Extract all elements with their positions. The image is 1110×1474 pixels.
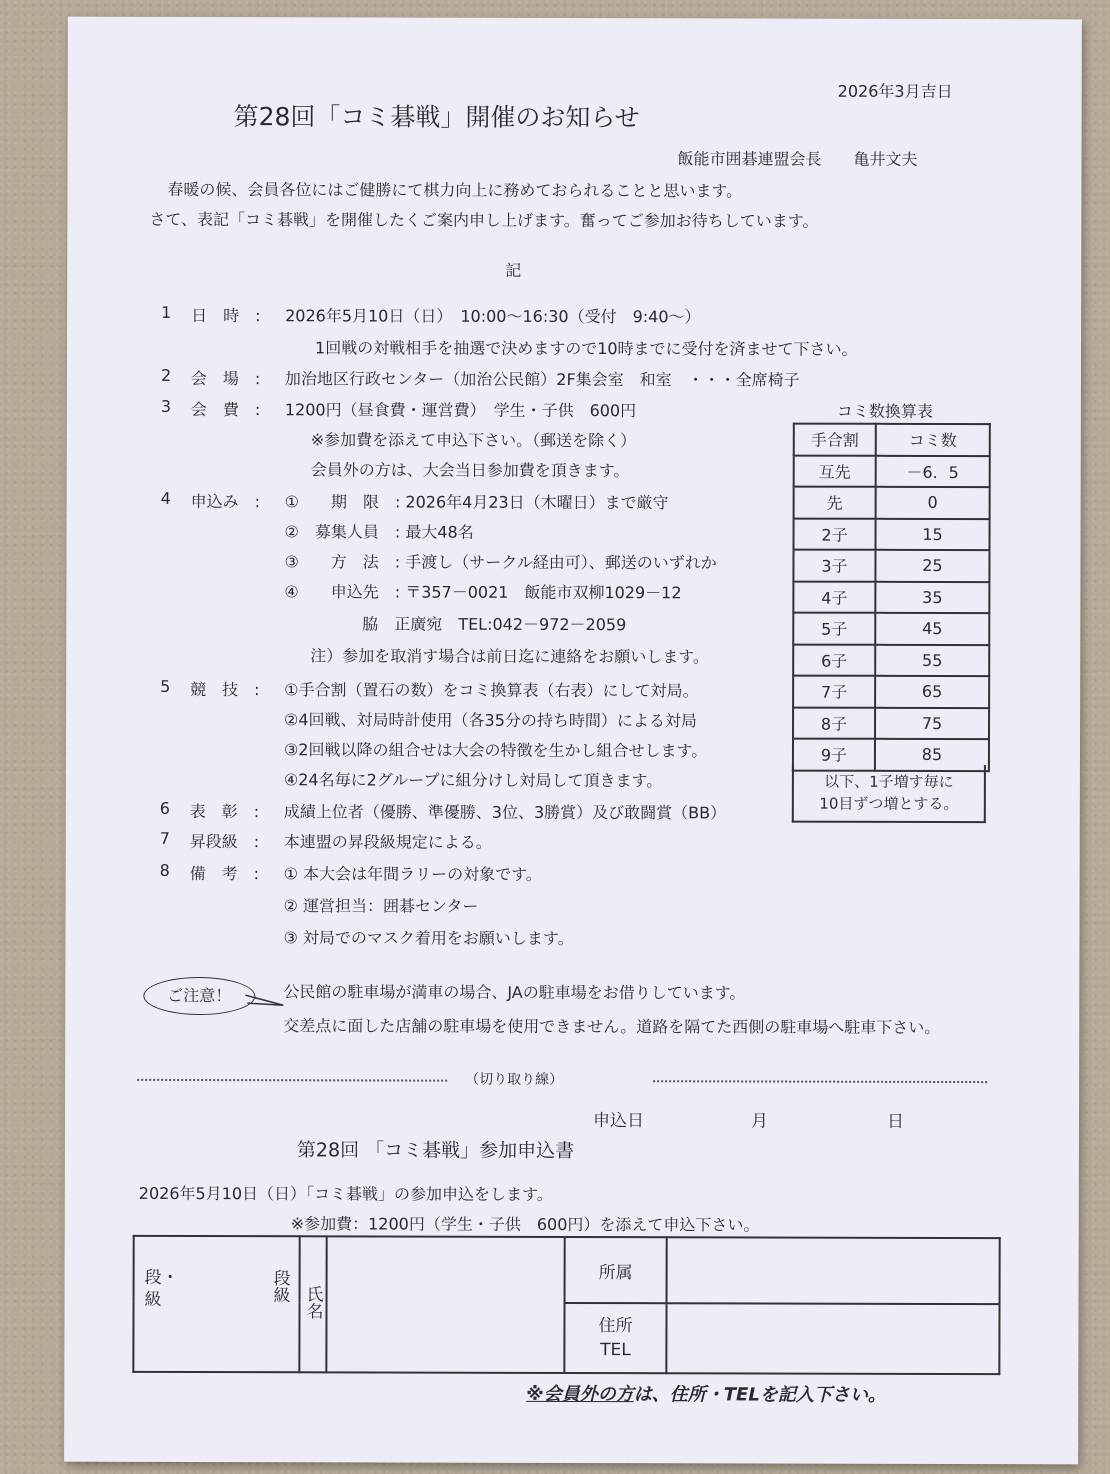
komi-header-handicap: 手合割	[794, 424, 876, 456]
item-value-promotion: 本連盟の昇段級規定による。	[283, 832, 492, 852]
address-label-cell	[564, 1303, 666, 1373]
table-row: 7子 65	[793, 676, 989, 708]
komi-table	[792, 423, 991, 772]
item-label-promotion: 昇段級 :	[189, 831, 260, 852]
item-value-venue: 加治地区行政センター（加治公民館）2F集会室 和室 ・・・全席椅子	[284, 369, 800, 390]
name-field[interactable]	[326, 1236, 564, 1373]
notice-sheet	[64, 17, 1082, 1465]
affiliation-field[interactable]	[667, 1237, 1000, 1304]
form-line-2: ※参加費：1200円（学生・子供 600円）を添えて申込下さい。	[290, 1214, 760, 1235]
rule-2: ②4回戦、対局時計使用（各35分の持ち時間）による対局	[284, 710, 697, 731]
item-label-fee: 会 費 :	[190, 399, 261, 420]
table-row: 2子 15	[794, 518, 990, 550]
note-3: ③ 対局でのマスク着用をお願いします。	[283, 928, 574, 949]
table-row: 9子 85	[793, 739, 989, 771]
note-2: ② 運営担当：囲碁センター	[283, 896, 479, 916]
item-number: 2	[160, 365, 172, 385]
rule-3: ③2回戦以降の組合せは大会の特徴を生かし組合せします。	[283, 740, 708, 761]
page-title: 第28回「コミ碁戦」開催のお知らせ	[233, 102, 640, 133]
table-row: 5子 45	[793, 613, 989, 645]
apply-deadline: ① 期 限 : 2026年4月23日（木曜日）まで厳守	[284, 492, 669, 513]
item-value-fee: 1200円（昼食費・運営費） 学生・子供 600円	[284, 400, 637, 421]
item-label-awards: 表 彰 :	[189, 801, 260, 822]
item-label-apply: 申込み :	[190, 491, 261, 512]
item-number: 5	[160, 676, 171, 696]
affiliation-label: 所属	[565, 1237, 667, 1303]
item-value-fee-nonmember: 会員外の方は、大会当日参加費を頂きます。	[310, 460, 630, 481]
bubble-tail-icon	[245, 989, 285, 1009]
cut-line-label: （切り取り線）	[465, 1071, 564, 1088]
table-row: 8子 75	[793, 707, 989, 739]
caution-bubble: ご注意！	[143, 977, 255, 1015]
application-form-table	[132, 1235, 1000, 1375]
komi-header-komi: コミ数	[876, 424, 990, 456]
item-label-venue: 会 場 :	[190, 368, 261, 389]
item-label-date: 日 時 :	[191, 305, 261, 326]
apply-contact: 脇 正廣宛 TEL:042－972－2059	[362, 614, 627, 635]
intro-line-2: さて、表記「コミ碁戦」を開催したくご案内申し上げます。奮ってご参加お待ちしています。	[149, 209, 819, 231]
tel-label: TEL	[600, 1340, 631, 1361]
item-number: 1	[161, 302, 172, 322]
item-label-notes: 備 考 :	[189, 863, 260, 884]
caution-line-2: 交差点に面した店舗の駐車場を使用できません。道路を隔てた西側の駐車場へ駐車下さい。	[283, 1016, 941, 1037]
table-row: 4子 35	[793, 581, 989, 613]
item-number: 4	[160, 488, 171, 508]
nonmember-note-emphasis: ※会員外の方	[526, 1383, 634, 1406]
nonmember-note-rest: は、住所・TELを記入下さい。	[633, 1384, 886, 1406]
table-row: 先 0	[794, 487, 990, 519]
item-number: 8	[159, 860, 170, 880]
item-number: 6	[159, 798, 171, 818]
form-day-label: 日	[886, 1111, 905, 1132]
rank-field[interactable]	[133, 1236, 299, 1372]
intro-line-1: 春暖の候、会員各位にはご健勝にて棋力向上に務めておられることと思います。	[167, 179, 743, 201]
caution-line-1: 公民館の駐車場が満車の場合、JAの駐車場をお借りしています。	[283, 982, 746, 1003]
form-title: 第28回 「コミ碁戦」参加申込書	[296, 1139, 575, 1163]
nonmember-note	[526, 1380, 886, 1407]
cut-line-right	[653, 1080, 987, 1083]
sender: 飯能市囲碁連盟会長 亀井文夫	[677, 149, 918, 169]
rank-label: 段・級	[144, 1267, 179, 1310]
apply-capacity: ② 募集人員 : 最大48名	[284, 522, 474, 542]
rule-1: ①手合割（置石の数）をコミ換算表（右表）にして対局。	[284, 680, 699, 701]
address-field[interactable]	[666, 1303, 999, 1374]
item-label-rules: 競 技 :	[190, 679, 260, 700]
item-value-date: 2026年5月10日（日） 10:00～16:30（受付 9:40～）	[285, 306, 701, 327]
form-line-1: 2026年5月10日（日）「コミ碁戦」の参加申込をします。	[138, 1183, 553, 1204]
name-label-cell	[299, 1236, 326, 1372]
table-row: 互先 －6．5	[794, 455, 990, 487]
table-row: 6子 55	[793, 644, 989, 676]
apply-address: ④ 申込先 : 〒357－0021 飯能市双柳1029－12	[284, 582, 682, 603]
item-value-date-note: 1回戦の対戦相手を抽選で決めますので10時までに受付を済ませて下さい。	[315, 338, 858, 359]
item-value-awards: 成績上位者（優勝、準優勝、3位、3勝賞）及び敢闘賞（BB）	[283, 802, 727, 823]
note-1: ① 本大会は年間ラリーの対象です。	[283, 864, 542, 884]
cut-line-left	[137, 1079, 447, 1082]
apply-cancel-note: 注）参加を取消す場合は前日迄に連絡をお願いします。	[310, 646, 709, 667]
address-label: 住所	[598, 1316, 633, 1337]
item-value-fee-note: ※参加費を添えて申込下さい。（郵送を除く）	[310, 430, 637, 451]
table-row: 3子 25	[793, 550, 989, 582]
item-number: 7	[159, 828, 170, 848]
form-month-label: 月	[750, 1111, 769, 1132]
form-date-label: 申込日	[592, 1111, 645, 1132]
komi-table-title: コミ数換算表	[836, 401, 933, 421]
name-label: 氏名	[302, 1284, 323, 1319]
issue-date: 2026年3月吉日	[837, 81, 953, 101]
ki-mark: 記	[505, 260, 522, 280]
rank-suffix-label: 段級	[269, 1269, 290, 1304]
item-number: 3	[160, 396, 172, 416]
rule-4: ④24名毎に2グループに組分けし対局して頂きます。	[283, 770, 663, 791]
komi-table-note: 以下、1子増す毎に 10目ずつ増とする。	[792, 765, 986, 824]
apply-method: ③ 方 法 : 手渡し（サークル経由可）、郵送のいずれか	[284, 552, 717, 573]
